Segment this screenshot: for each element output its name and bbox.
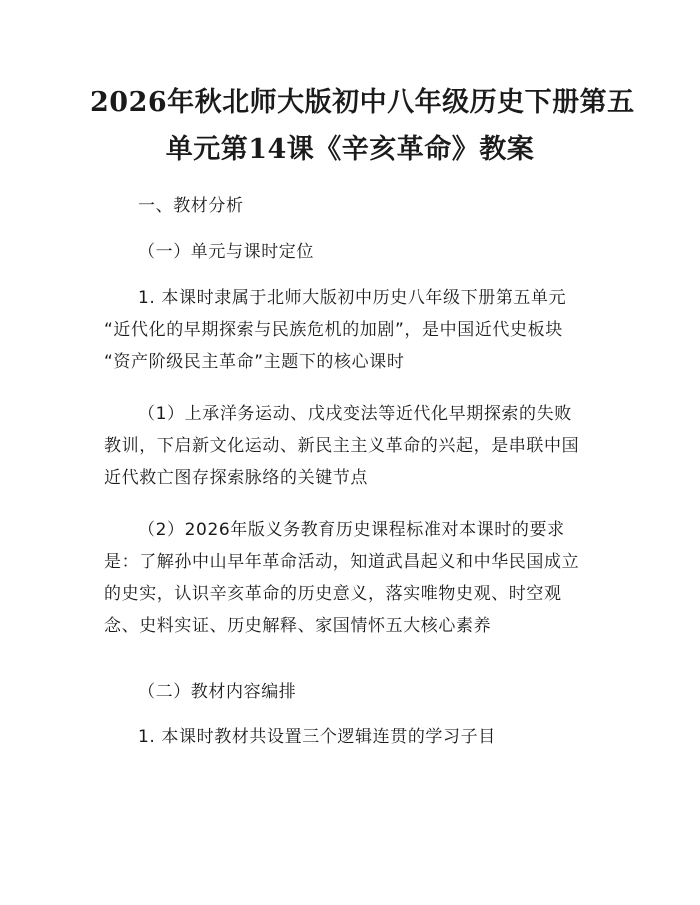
heading-text: （二）教材内容编排	[138, 682, 297, 702]
heading-text: （一）单元与课时定位	[138, 242, 314, 262]
paragraph-line: 1. 本课时隶属于北师大版初中历史八年级下册第五单元	[138, 288, 567, 308]
paragraph-line: “近代化的早期探索与民族危机的加剧”，是中国近代史板块	[104, 320, 563, 340]
paragraph-2	[104, 398, 596, 494]
paragraph-line: （2）2026年版义务教育历史课程标准对本课时的要求	[138, 520, 565, 540]
paragraph-line: 是：了解孙中山早年革命活动，知道武昌起义和中华民国成立	[104, 552, 580, 572]
paragraph-line: 的史实，认识辛亥革命的历史意义，落实唯物史观、时空观	[104, 584, 562, 604]
paragraph-line: 念、史料实证、历史解释、家国情怀五大核心素养	[104, 616, 492, 636]
paragraph-line: （1）上承洋务运动、戊戌变法等近代化早期探索的失败	[138, 404, 572, 424]
paragraph-line: 近代救亡图存探索脉络的关键节点	[104, 468, 368, 488]
subsection-heading-content-arrangement	[138, 676, 630, 708]
section-heading-textbook-analysis	[138, 190, 630, 222]
title-line-2: 单元第14课《辛亥革命》教案	[165, 134, 535, 165]
paragraph-line: “资产阶级民主革命”主题下的核心课时	[104, 352, 405, 372]
subsection-heading-positioning	[138, 236, 630, 268]
paragraph-4	[104, 721, 596, 753]
paragraph-3	[104, 514, 596, 642]
title-line-1: 2026年秋北师大版初中八年级历史下册第五	[90, 87, 635, 118]
paragraph-line: 教训，下启新文化运动、新民主主义革命的兴起，是串联中国	[104, 436, 580, 456]
heading-text: 一、教材分析	[138, 196, 244, 216]
paragraph-1	[104, 282, 596, 378]
paragraph-line: 1. 本课时教材共设置三个逻辑连贯的学习子目	[138, 727, 496, 747]
